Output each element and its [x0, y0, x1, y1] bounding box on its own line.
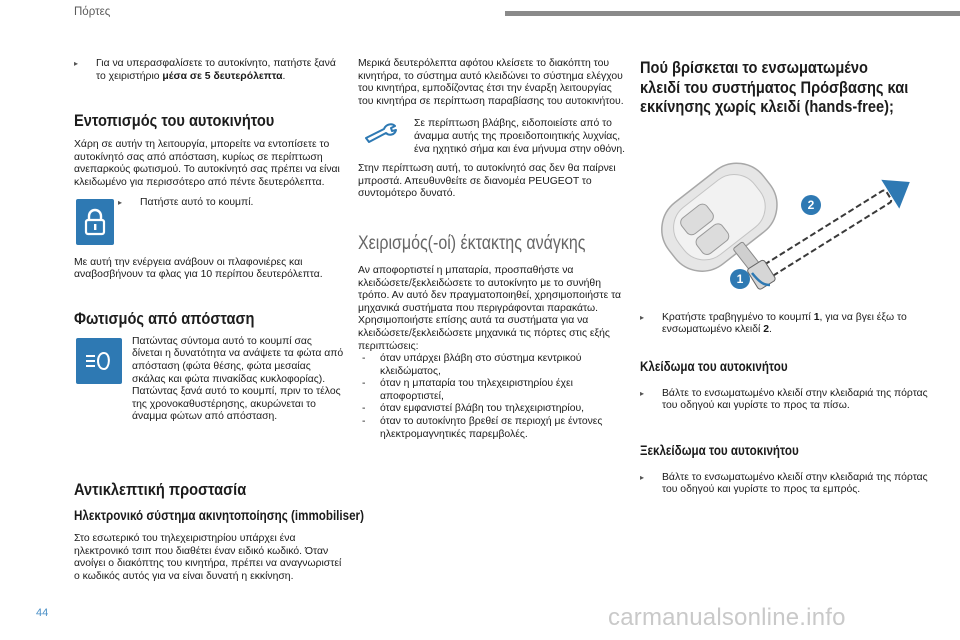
- no-start-text: Στην περίπτωση αυτή, το αυτοκίνητό σας δεν θα παίρνει μπροστά. Απευθυνθείτε σε διανομέα PEUGEOT το συντομότερο δυνατό.: [358, 163, 616, 200]
- emergency-text: Αν αποφορτιστεί η μπαταρία, προσπαθήστε να κλειδώσετε/ξεκλειδώσετε το αυτοκίνητο με το συνήθη τρόπο. Αν αυτό δεν πραγματοποιηθεί, χρησιμοποιήστε τα μηχανικά συστήματα που περιγράφονται παρακάτω. Χρησιμοποιήστε επίσης αυτά τα συστήματα για να κλειδώσετε/ξεκλειδώσετε μηχανικά τις πόρτες στις εξής περιπτώσεις:: [358, 264, 622, 352]
- key-illustration: [640, 123, 930, 308]
- column-3: [640, 58, 930, 497]
- super-lock-bullet: ▸ Για να υπερασφαλίσετε το αυτοκίνητο, πατήστε ξανά το χειριστήριο μέσα σε 5 δευτερόλεπτα.: [74, 58, 344, 83]
- integrated-key-heading: Πού βρίσκεται το ενσωματωμένο κλειδί του συστήματος Πρόσβασης και εκκίνησης χωρίς κλειδί (hands-free);: [640, 58, 909, 116]
- immobiliser-text: Στο εσωτερικό του τηλεχειριστηρίου υπάρχει ένα ηλεκτρονικό τσιπ που διαθέτει έναν ειδικό κωδικό. Όταν ανοίγει ο διακόπτης του κινητήρα, πρέπει να αναγνωριστεί ο κωδικός αυτός για να είναι δυνατή η εκκίνηση.: [74, 532, 342, 582]
- immobiliser-continued-text: Μερικά δευτερόλεπτα αφότου κλείσετε το διακόπτη του κινητήρα, το σύστημα αυτό κλειδώνει το σύστημα ελέγχου του κινητήρα, εμποδίζοντας έτσι την έναρξη λειτουργίας του κινητήρα σε περίπτωση παραβίασης του αυτοκινήτου.: [358, 58, 624, 107]
- locate-vehicle-heading: Εντοπισμός του αυτοκινήτου: [74, 111, 275, 131]
- locate-result-text: Με αυτή την ενέργεια ανάβουν οι πλαφονιέρες και αναβοσβήνουν τα φλας για 10 περίπου δευτερόλεπτα.: [74, 256, 323, 281]
- case-item: - όταν εμφανιστεί βλάβη του τηλεχειριστηρίου,: [358, 403, 626, 416]
- unlocking-heading: Ξεκλείδωμα του αυτοκινήτου: [640, 442, 799, 458]
- case-item: - όταν η μπαταρία του τηλεχειριστηρίου έχει αποφορτιστεί,: [358, 378, 626, 403]
- column-1: [74, 58, 364, 583]
- case-item: - όταν υπάρχει βλάβη στο σύστημα κεντρικού κλειδώματος,: [358, 353, 626, 378]
- marker-2: 2: [807, 197, 815, 212]
- locate-button-bullet: ▸ Πατήστε αυτό το κουμπί.: [118, 197, 360, 210]
- locking-bullet: ▸ Βάλτε το ενσωματωμένο κλειδί στην κλειδαριά της πόρτας του οδηγού και γυρίστε το προς τα πίσω.: [640, 388, 930, 413]
- immobiliser-subheading: Ηλεκτρονικό σύστημα ακινητοποίησης (immobiliser): [74, 507, 364, 523]
- antitheft-heading: Αντικλεπτική προστασία: [74, 479, 247, 499]
- header-rule: [505, 11, 960, 16]
- column-2: [358, 58, 626, 441]
- running-header: Πόρτες: [74, 6, 111, 18]
- headlight-icon: [76, 338, 122, 384]
- lock-icon: [76, 199, 114, 245]
- warning-block: [358, 118, 626, 156]
- locate-button-block: [74, 197, 344, 247]
- remote-lighting-block: [74, 336, 344, 424]
- locking-heading: Κλείδωμα του αυτοκινήτου: [640, 358, 788, 374]
- remote-lighting-text: Πατώντας σύντομα αυτό το κουμπί σας δίνεται η δυνατότητα να ανάψετε τα φώτα από απόσταση (φώτα θέσης, φώτα μεσαίας σκάλας και φώτα πινακίδας κυκλοφορίας). Πατώντας ξανά αυτό το κουμπί, πριν το τέλος της χρονοκαθυστέρησης, ακυρώνεται το άναμμα φώτων από απόσταση.: [132, 335, 344, 423]
- watermark: carmanualsonline.info: [608, 604, 846, 631]
- emergency-heading: Χειρισμός(-οί) έκτακτης ανάγκης: [358, 231, 586, 254]
- key-extract-bullet: ▸ Κρατήστε τραβηγμένο το κουμπί 1, για να βγει έξω το ενσωματωμένο κλειδί 2.: [640, 312, 930, 337]
- remote-key-image: [640, 123, 930, 308]
- page-number: 44: [36, 607, 49, 619]
- marker-1: 1: [736, 271, 744, 286]
- case-item: - όταν το αυτοκίνητο βρεθεί σε περιοχή με έντονες ηλεκτρομαγνητικές παρεμβολές.: [358, 416, 626, 441]
- locate-vehicle-text: Χάρη σε αυτήν τη λειτουργία, μπορείτε να εντοπίσετε το αυτοκίνητό σας από απόσταση, κυρίως σε περίπτωση ανεπαρκούς φωτισμού. Το αυτοκίνητό σας πρέπει να είναι κλειδωμένο για περισσότερο από πέντε δευτερόλεπτα.: [74, 139, 340, 188]
- wrench-icon: [362, 122, 398, 149]
- warning-text: Σε περίπτωση βλάβης, ειδοποιείστε από το άναμμα αυτής της προειδοποιητικής λυχνίας, ένα ηχητικό σήμα και ένα μήνυμα στην οθόνη.: [414, 118, 626, 155]
- unlocking-bullet: ▸ Βάλτε το ενσωματωμένο κλειδί στην κλειδαριά της πόρτας του οδηγού και γυρίστε το προς τα εμπρός.: [640, 472, 930, 497]
- remote-lighting-heading: Φωτισμός από απόσταση: [74, 308, 255, 328]
